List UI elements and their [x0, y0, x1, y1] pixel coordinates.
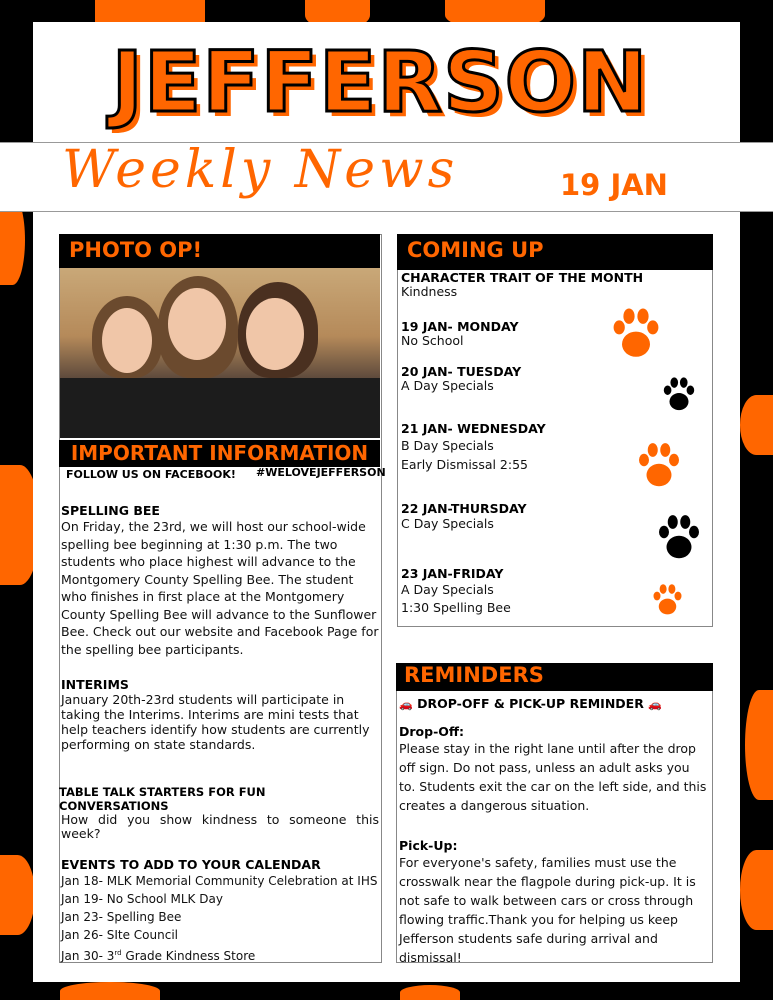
- spelling-bee-section: [61, 503, 379, 658]
- paw-print-icon: [634, 440, 684, 490]
- hashtag: #WELOVEJEFFERSON: [256, 466, 386, 479]
- reminders-header: REMINDERS: [396, 663, 713, 691]
- section-body: January 20th-23rd students will participate in taking the Interims. Interims are mini tests that help teachers identify how students are currently performing on state standards.: [61, 692, 370, 752]
- photo-op-header: PHOTO OP!: [59, 234, 380, 268]
- event-item: Jan 26- SIte Council: [61, 928, 178, 942]
- facebook-follow: FOLLOW US ON FACEBOOK!: [66, 468, 236, 481]
- interims-section: [61, 677, 379, 752]
- event-item: Jan 30- 3rd Grade Kindness Store: [61, 949, 256, 963]
- dot: [0, 855, 35, 935]
- pickup-section: Pick-Up: For everyone's safety, families must use the crosswalk near the flagpole during pick-up. It is not safe to walk between cars or cross through flowing traffic.Thank you for helping us keep Jefferson students safe during arrival and dismissal!: [399, 838, 696, 965]
- event-item: Jan 23- Spelling Bee: [61, 910, 182, 924]
- car-icon: 🚗: [399, 698, 413, 711]
- student-photo: [60, 268, 380, 438]
- day-item: 21 JAN- WEDNESDAY B Day Specials Early Dismissal 2:55: [401, 421, 546, 472]
- day-item: 23 JAN-FRIDAY A Day Specials 1:30 Spelling Bee: [401, 566, 511, 615]
- section-body: On Friday, the 23rd, we will host our school-wide spelling bee beginning at 1:30 p.m. The two students who place highest will advance to the Montgomery County Spelling Bee. The student who finishes in first place at the Montgomery County Spelling Bee will advance to the Sunflower Bee. Check out our website and Facebook Page for the spelling bee participants.: [61, 519, 379, 657]
- paw-print-icon: [608, 305, 664, 361]
- dot: [740, 850, 773, 930]
- paw-print-icon: [650, 582, 685, 617]
- newsletter-title: JEFFERSON: [111, 33, 649, 131]
- newsletter-subtitle: Weekly News: [62, 140, 459, 200]
- dot: [745, 690, 773, 800]
- day-item: 20 JAN- TUESDAY A Day Specials: [401, 364, 522, 393]
- issue-date: 19 JAN: [560, 168, 668, 202]
- important-info-header: IMPORTANT INFORMATION: [59, 440, 380, 467]
- table-talk-section: [61, 785, 379, 841]
- paw-print-icon: [654, 512, 704, 562]
- dot: [400, 985, 460, 1000]
- section-heading: SPELLING BEE: [61, 503, 160, 518]
- reminder-heading: 🚗 DROP-OFF & PICK-UP REMINDER 🚗: [399, 696, 662, 711]
- event-item: Jan 19- No School MLK Day: [61, 892, 223, 906]
- day-item: 22 JAN-THURSDAY C Day Specials: [401, 501, 527, 531]
- section-body: How did you show kindness to someone this week?: [61, 812, 379, 841]
- event-item: Jan 18- MLK Memorial Community Celebration at IHS: [61, 874, 378, 888]
- coming-up-header: COMING UP: [397, 234, 713, 270]
- paw-print-icon: [660, 375, 698, 413]
- section-heading: TABLE TALK STARTERS FOR FUN CONVERSATIONS: [59, 785, 266, 813]
- dot: [60, 982, 160, 1000]
- section-heading: EVENTS TO ADD TO YOUR CALENDAR: [61, 857, 321, 872]
- character-trait: CHARACTER TRAIT OF THE MONTH Kindness: [401, 270, 644, 299]
- dropoff-section: Drop-Off: Please stay in the right lane until after the drop off sign. Do not pass, unless an adult asks you to. Students exit the car on the left side, and this creates a dangerous situation.: [399, 724, 707, 813]
- dot: [740, 395, 773, 455]
- car-icon: 🚗: [648, 698, 662, 711]
- day-item: 19 JAN- MONDAY No School: [401, 319, 519, 348]
- events-section: [61, 857, 379, 965]
- section-heading: INTERIMS: [61, 677, 129, 692]
